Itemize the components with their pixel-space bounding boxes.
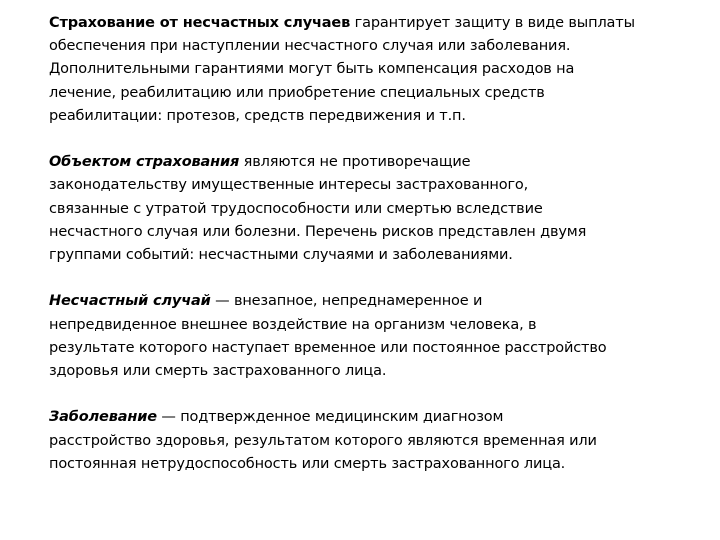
paragraph-accident	[49, 290, 649, 383]
paragraph-accident-insurance	[49, 12, 649, 128]
text-line: группами событий: несчастными случаями и заболеваниями.	[49, 247, 513, 264]
text-line: лечение, реабилитацию или приобретение специальных средств	[49, 84, 545, 101]
text-line: несчастного случая или болезни. Перечень рисков представлен двумя	[49, 223, 587, 240]
text-fragment: — подтвержденное медицинским диагнозом	[156, 409, 504, 426]
text-line: результате которого наступает временное или постоянное расстройство	[49, 339, 607, 356]
text-fragment: гарантирует защиту в виде выплаты	[350, 15, 635, 31]
text-line	[49, 406, 649, 429]
text-line: Дополнительными гарантиями могут быть компенсация расходов на	[49, 61, 575, 78]
term-accident: Несчастный случай	[49, 293, 211, 310]
text-line: расстройство здоровья, результатом которого являются временная или	[49, 432, 597, 449]
text-fragment: — внезапное, непреднамеренное и	[210, 293, 483, 310]
term-disease: Заболевание	[49, 409, 157, 426]
text-body	[49, 12, 649, 499]
text-line	[49, 290, 649, 313]
text-line: непредвиденное внешнее воздействие на организм человека, в	[49, 316, 537, 333]
text-line: связанные с утратой трудоспособности или смертью вследствие	[49, 200, 543, 217]
term-insurance-object: Объектом страхования	[49, 154, 240, 171]
text-line: здоровья или смерть застрахованного лица.	[49, 363, 387, 380]
paragraph-insurance-object	[49, 151, 649, 267]
text-line	[49, 151, 649, 174]
text-fragment: являются не противоречащие	[239, 154, 471, 171]
text-line: реабилитации: протезов, средств передвижения и т.п.	[49, 107, 466, 124]
text-line	[49, 12, 649, 35]
text-line: законодательству имущественные интересы застрахованного,	[49, 177, 529, 194]
paragraph-disease	[49, 406, 649, 476]
term-accident-insurance: Страхование от несчастных случаев	[49, 15, 351, 31]
text-line: обеспечения при наступлении несчастного случая или заболевания.	[49, 38, 571, 55]
text-line: постоянная нетрудоспособность или смерть застрахованного лица.	[49, 455, 566, 472]
